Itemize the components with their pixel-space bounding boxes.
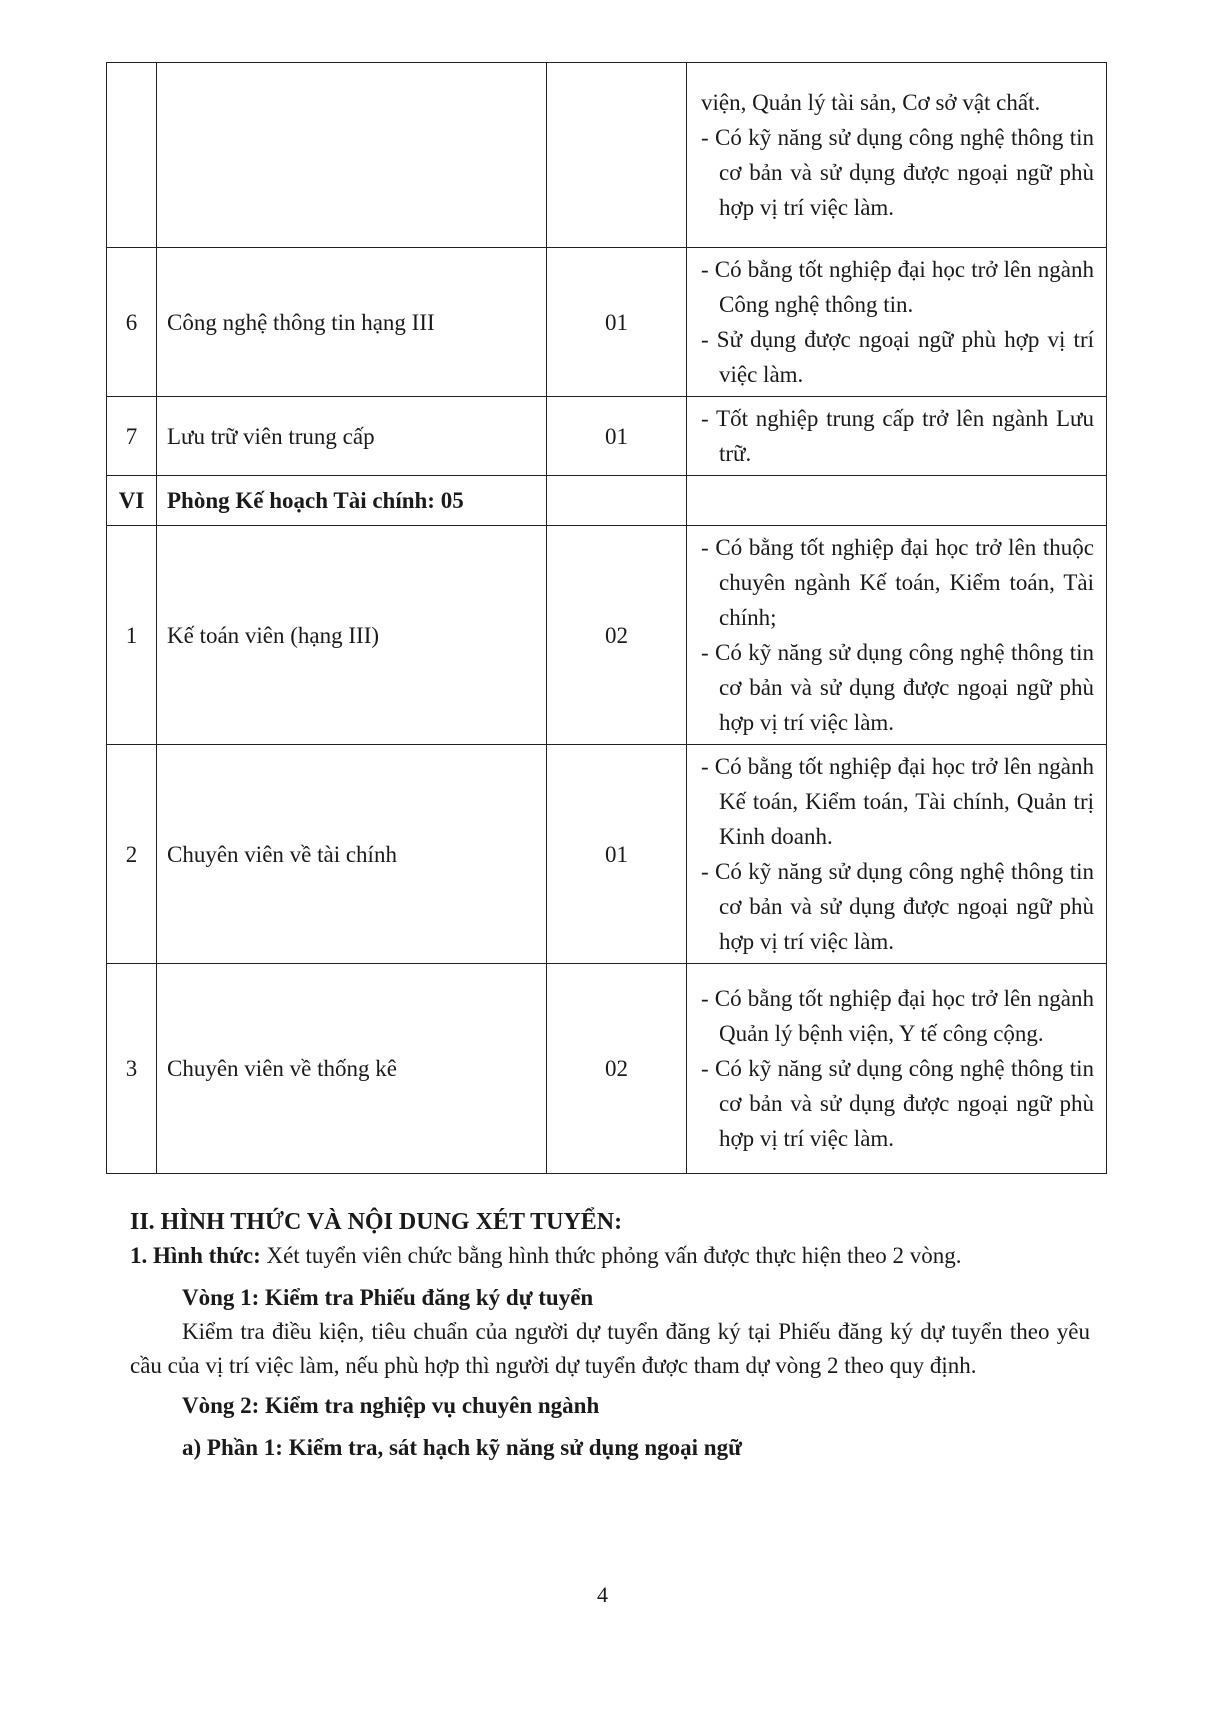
cell-quantity	[547, 476, 687, 526]
table-row	[107, 745, 1107, 964]
cell-stt: 7	[107, 397, 157, 476]
cell-position: Công nghệ thông tin hạng III	[157, 248, 547, 397]
cell-requirements	[687, 248, 1107, 397]
cell-quantity: 01	[547, 248, 687, 397]
requirement-line: viện, Quản lý tài sản, Cơ sở vật chất.	[701, 90, 1041, 115]
cell-requirements	[687, 397, 1107, 476]
cell-requirements	[687, 476, 1107, 526]
requirement-line: - Có bằng tốt nghiệp đại học trở lên ngành Công nghệ thông tin.	[701, 257, 1094, 317]
cell-requirements	[687, 964, 1107, 1174]
requirement-line: - Có kỹ năng sử dụng công nghệ thông tin cơ bản và sử dụng được ngoại ngữ phù hợp vị trí việc làm.	[701, 125, 1094, 220]
requirement-line: - Sử dụng được ngoại ngữ phù hợp vị trí việc làm.	[701, 327, 1094, 387]
cell-quantity: 01	[547, 397, 687, 476]
cell-position: Phòng Kế hoạch Tài chính: 05	[157, 476, 547, 526]
cell-position	[157, 63, 547, 248]
round1-title: Vòng 1: Kiểm tra Phiếu đăng ký dự tuyển	[182, 1285, 594, 1310]
table-row	[107, 476, 1107, 526]
cell-position: Chuyên viên về tài chính	[157, 745, 547, 964]
cell-requirements	[687, 745, 1107, 964]
round1-text: Kiểm tra điều kiện, tiêu chuẩn của người dự tuyển đăng ký tại Phiếu đăng ký dự tuyển theo yêu cầu của vị trí việc làm, nếu phù hợp thì người dự tuyển được tham dự vòng 2 theo quy định.	[130, 1319, 1090, 1378]
requirement-line: - Có bằng tốt nghiệp đại học trở lên thuộc chuyên ngành Kế toán, Kiểm toán, Tài chính;	[701, 535, 1094, 630]
section-heading: II. HÌNH THỨC VÀ NỘI DUNG XÉT TUYỂN:	[130, 1209, 623, 1235]
table-row	[107, 526, 1107, 745]
page-number: 4	[597, 1582, 608, 1607]
part1-title: a) Phần 1: Kiểm tra, sát hạch kỹ năng sử dụng ngoại ngữ	[182, 1435, 742, 1460]
requirement-line: - Có kỹ năng sử dụng công nghệ thông tin cơ bản và sử dụng được ngoại ngữ phù hợp vị trí việc làm.	[701, 640, 1094, 735]
cell-position: Chuyên viên về thống kê	[157, 964, 547, 1174]
cell-requirements	[687, 63, 1107, 248]
cell-quantity: 02	[547, 964, 687, 1174]
cell-stt	[107, 63, 157, 248]
requirement-line: - Có kỹ năng sử dụng công nghệ thông tin cơ bản và sử dụng được ngoại ngữ phù hợp vị trí việc làm.	[701, 859, 1094, 954]
requirement-line: - Tốt nghiệp trung cấp trở lên ngành Lưu trữ.	[701, 406, 1094, 466]
form-text: Xét tuyển viên chức bằng hình thức phỏng vấn được thực hiện theo 2 vòng.	[266, 1243, 962, 1268]
cell-quantity	[547, 63, 687, 248]
cell-stt: 6	[107, 248, 157, 397]
form-paragraph	[130, 1239, 1090, 1273]
cell-stt: 2	[107, 745, 157, 964]
cell-quantity: 01	[547, 745, 687, 964]
section-2	[130, 1205, 1090, 1465]
cell-quantity: 02	[547, 526, 687, 745]
requirement-line: - Có kỹ năng sử dụng công nghệ thông tin cơ bản và sử dụng được ngoại ngữ phù hợp vị trí việc làm.	[701, 1056, 1094, 1151]
recruitment-table	[106, 62, 1107, 1174]
cell-requirements	[687, 526, 1107, 745]
table-row	[107, 964, 1107, 1174]
cell-stt: VI	[107, 476, 157, 526]
requirement-line: - Có bằng tốt nghiệp đại học trở lên ngành Quản lý bệnh viện, Y tế công cộng.	[701, 986, 1094, 1046]
cell-stt: 1	[107, 526, 157, 745]
cell-stt: 3	[107, 964, 157, 1174]
table-row	[107, 63, 1107, 248]
requirement-line: - Có bằng tốt nghiệp đại học trở lên ngành Kế toán, Kiểm toán, Tài chính, Quản trị Kinh doanh.	[701, 754, 1094, 849]
cell-position: Lưu trữ viên trung cấp	[157, 397, 547, 476]
table-row	[107, 248, 1107, 397]
cell-position: Kế toán viên (hạng III)	[157, 526, 547, 745]
form-label: 1. Hình thức:	[130, 1243, 261, 1268]
round2-title: Vòng 2: Kiểm tra nghiệp vụ chuyên ngành	[182, 1393, 600, 1418]
table-row	[107, 397, 1107, 476]
